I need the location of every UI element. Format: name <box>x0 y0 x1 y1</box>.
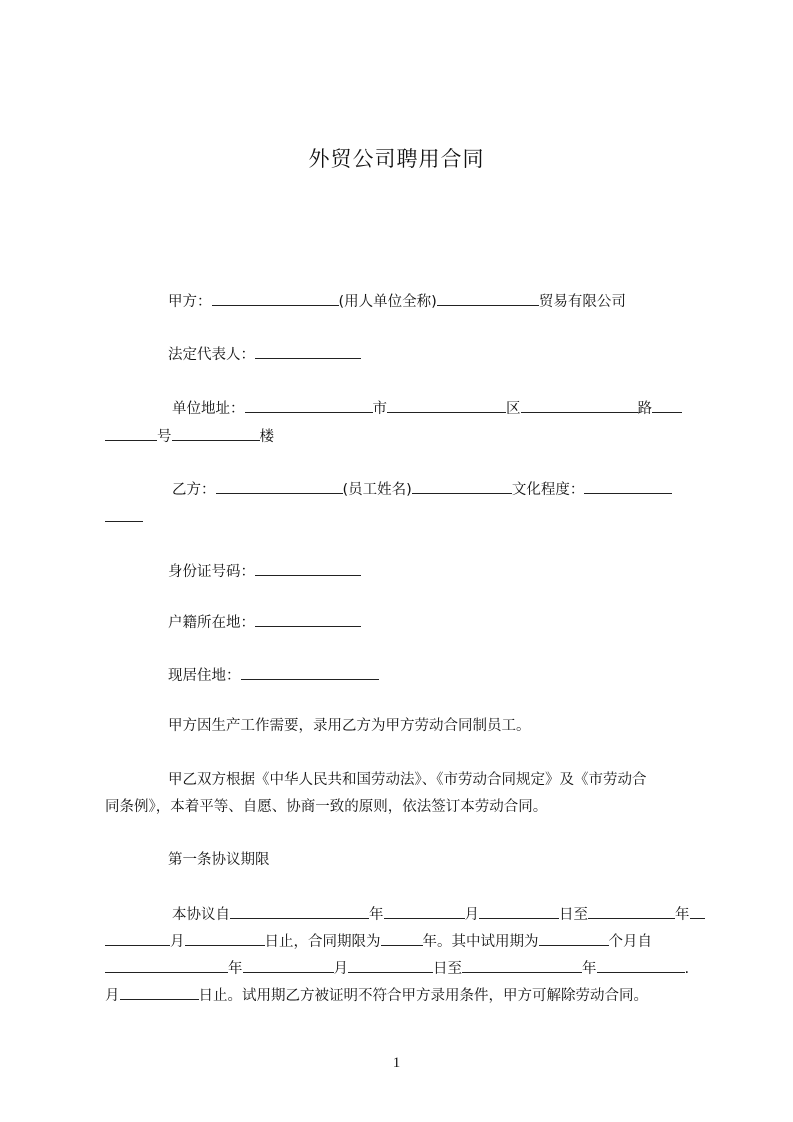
fill-in-blank[interactable] <box>652 397 682 413</box>
line-legal-rep <box>168 343 361 363</box>
text-segment: 月 <box>170 934 185 950</box>
line-term-2 <box>105 930 652 950</box>
text-segment: 区 <box>506 401 521 417</box>
fill-in-blank[interactable] <box>212 290 339 306</box>
fill-in-blank[interactable] <box>185 930 265 946</box>
text-segment: 年 <box>582 961 597 977</box>
text-segment: 甲方因生产工作需要，录用乙方为甲方劳动合同制员工。 <box>168 718 531 734</box>
fill-in-blank[interactable] <box>521 397 638 413</box>
fill-in-blank[interactable] <box>381 930 423 946</box>
page-number: 1 <box>392 1055 401 1071</box>
line-party-a <box>168 290 626 310</box>
line-hire-reason <box>168 716 531 736</box>
text-segment: 个月自 <box>608 934 652 950</box>
fill-in-blank[interactable] <box>690 903 705 919</box>
fill-in-blank[interactable] <box>245 397 373 413</box>
fill-in-blank[interactable] <box>230 903 369 919</box>
text-segment: 月 <box>333 961 348 977</box>
fill-in-blank[interactable] <box>172 425 260 441</box>
text-segment: 年 <box>675 907 690 923</box>
text-segment: 同条例》，本着平等、自愿、协商一致的原则，依法签订本劳动合同。 <box>105 799 548 815</box>
fill-in-blank[interactable] <box>539 930 609 946</box>
line-article-1 <box>168 850 270 870</box>
fill-in-blank[interactable] <box>105 957 228 973</box>
fill-in-blank[interactable] <box>120 984 199 1000</box>
fill-in-blank[interactable] <box>105 506 143 522</box>
fill-in-blank[interactable] <box>255 560 361 576</box>
text-segment: 第一条协议期限 <box>168 852 270 868</box>
text-segment: 甲方： <box>168 294 212 310</box>
line-id-number <box>168 560 361 580</box>
line-address-2 <box>105 425 274 445</box>
fill-in-blank[interactable] <box>255 611 361 627</box>
text-segment: 单位地址： <box>172 401 245 417</box>
fill-in-blank[interactable] <box>479 903 559 919</box>
text-segment: (员工姓名) <box>342 482 412 498</box>
text-segment: 贸易有限公司 <box>538 294 626 310</box>
line-basis-1 <box>168 770 647 790</box>
fill-in-blank[interactable] <box>412 478 512 494</box>
text-segment: 市 <box>372 401 387 417</box>
text-segment: 号 <box>157 429 172 445</box>
fill-in-blank[interactable] <box>243 957 334 973</box>
line-household <box>168 611 361 631</box>
text-segment: 月 <box>464 907 479 923</box>
text-segment: 法定代表人： <box>168 347 255 363</box>
text-segment: 本协议自 <box>172 907 230 923</box>
line-party-b-2 <box>105 506 143 526</box>
text-segment: 楼 <box>259 429 274 445</box>
text-segment: 年 <box>369 907 384 923</box>
fill-in-blank[interactable] <box>597 957 685 973</box>
line-term-3 <box>105 957 689 977</box>
text-segment: 年。其中试用期为 <box>422 934 539 950</box>
fill-in-blank[interactable] <box>462 957 582 973</box>
text-segment: 甲乙双方根据《中华人民共和国劳动法》、《市劳动合同规定》及《市劳动合 <box>168 772 647 788</box>
fill-in-blank[interactable] <box>584 478 672 494</box>
text-segment: . <box>684 961 690 977</box>
fill-in-blank[interactable] <box>588 903 675 919</box>
text-segment: 年 <box>228 961 243 977</box>
line-term-1 <box>172 903 705 923</box>
line-party-b-1 <box>172 478 672 498</box>
line-basis-2 <box>105 797 547 817</box>
text-segment: 现居住地： <box>168 668 241 684</box>
fill-in-blank[interactable] <box>387 397 506 413</box>
fill-in-blank[interactable] <box>216 478 343 494</box>
document-title: 外贸公司聘用合同 <box>308 147 485 171</box>
text-segment: 路 <box>637 401 652 417</box>
text-segment: (用人单位全称) <box>338 294 437 310</box>
fill-in-blank[interactable] <box>105 425 157 441</box>
fill-in-blank[interactable] <box>348 957 433 973</box>
fill-in-blank[interactable] <box>105 930 170 946</box>
text-segment: 日至 <box>433 961 462 977</box>
fill-in-blank[interactable] <box>241 664 379 680</box>
fill-in-blank[interactable] <box>437 290 539 306</box>
fill-in-blank[interactable] <box>255 343 361 359</box>
text-segment: 月 <box>105 988 120 1004</box>
line-residence <box>168 664 379 684</box>
text-segment: 乙方： <box>172 482 216 498</box>
text-segment: 日止。试用期乙方被证明不符合甲方录用条件，甲方可解除劳动合同。 <box>198 988 648 1004</box>
fill-in-blank[interactable] <box>384 903 465 919</box>
text-segment: 日至 <box>559 907 588 923</box>
line-address-1 <box>172 397 682 417</box>
text-segment: 身份证号码： <box>168 564 255 580</box>
text-segment: 文化程度： <box>511 482 585 498</box>
text-segment: 户籍所在地： <box>168 615 255 631</box>
line-term-4 <box>105 984 648 1004</box>
text-segment: 日止，合同期限为 <box>264 934 381 950</box>
